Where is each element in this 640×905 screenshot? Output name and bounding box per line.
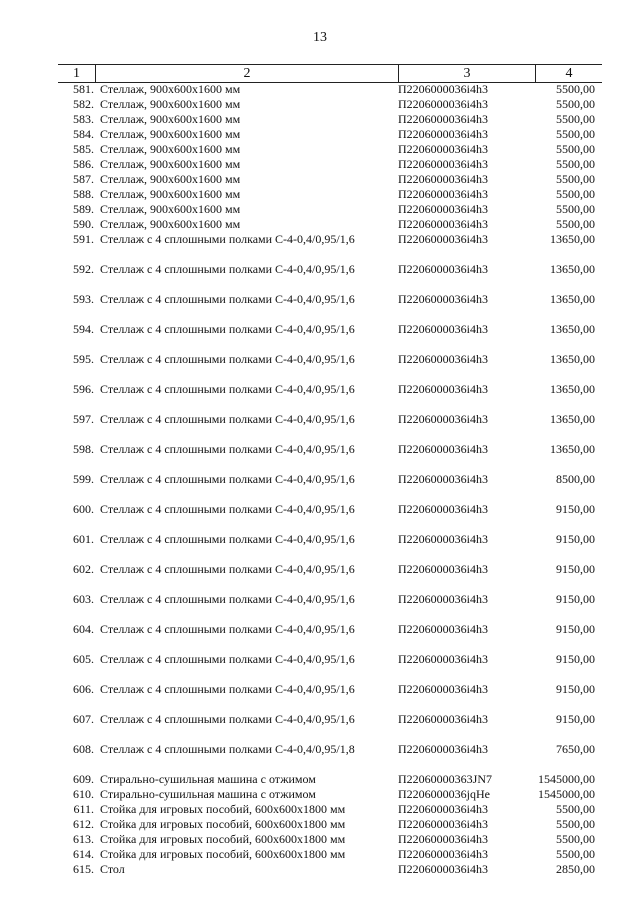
header-col-4: 4: [565, 66, 573, 81]
table-row: [0, 442, 640, 472]
table-row: [0, 832, 640, 847]
row-code: П2206000036i4h3: [398, 712, 488, 726]
row-code: П2206000036i4h3: [398, 412, 488, 426]
row-name: Стеллаж с 4 сплошными полками С-4-0,4/0,95/1,6: [100, 442, 355, 456]
row-name: Стеллаж, 900х600х1600 мм: [100, 202, 241, 216]
table-row: [0, 382, 640, 412]
row-price: 5500,00: [556, 817, 595, 831]
table-row: [0, 262, 640, 292]
row-name: Стеллаж с 4 сплошными полками С-4-0,4/0,95/1,6: [100, 652, 355, 666]
row-price: 5500,00: [556, 202, 595, 216]
row-code: П2206000036i4h3: [398, 532, 488, 546]
row-number: 601.: [73, 532, 94, 546]
row-code: П2206000036i4h3: [398, 112, 488, 126]
row-price: 13650,00: [550, 412, 595, 426]
row-number: 587.: [73, 172, 94, 186]
row-number: 605.: [73, 652, 94, 666]
row-code: П2206000036i4h3: [398, 652, 488, 666]
row-code: П2206000036i4h3: [398, 562, 488, 576]
row-price: 5500,00: [556, 82, 595, 96]
row-name: Стеллаж, 900х600х1600 мм: [100, 217, 241, 231]
table-row: [0, 97, 640, 112]
row-name: Стеллаж с 4 сплошными полками С-4-0,4/0,95/1,6: [100, 322, 355, 336]
row-code: П2206000036i4h3: [398, 82, 488, 96]
row-name: Стойка для игровых пособий, 600х600х1800 мм: [100, 832, 346, 846]
row-code: П2206000036i4h3: [398, 502, 488, 516]
table-row: [0, 112, 640, 127]
table-row: [0, 172, 640, 187]
row-name: Стеллаж с 4 сплошными полками С-4-0,4/0,95/1,8: [100, 742, 355, 756]
table-row: [0, 502, 640, 532]
row-name: Стирально-сушильная машина с отжимом: [100, 787, 316, 801]
row-price: 9150,00: [556, 562, 595, 576]
table-row: [0, 232, 640, 262]
table-row: [0, 472, 640, 502]
table-row: [0, 592, 640, 622]
row-number: 602.: [73, 562, 94, 576]
row-price: 13650,00: [550, 382, 595, 396]
row-number: 598.: [73, 442, 94, 456]
row-name: Стеллаж, 900х600х1600 мм: [100, 112, 241, 126]
row-price: 5500,00: [556, 97, 595, 111]
table-row: [0, 157, 640, 172]
row-code: П22060000363JN7: [398, 772, 493, 786]
table-row: [0, 562, 640, 592]
row-name: Стеллаж, 900х600х1600 мм: [100, 97, 241, 111]
row-price: 5500,00: [556, 187, 595, 201]
row-code: П2206000036i4h3: [398, 802, 488, 816]
row-number: 613.: [73, 832, 94, 846]
row-code: П2206000036i4h3: [398, 232, 488, 246]
table-row: [0, 682, 640, 712]
row-price: 5500,00: [556, 832, 595, 846]
row-number: 592.: [73, 262, 94, 276]
row-code: П2206000036jqHe: [398, 787, 490, 801]
table-row: [0, 352, 640, 382]
row-price: 8500,00: [556, 472, 595, 486]
row-number: 615.: [73, 862, 94, 876]
row-name: Стирально-сушильная машина с отжимом: [100, 772, 316, 786]
row-number: 612.: [73, 817, 94, 831]
row-code: П2206000036i4h3: [398, 172, 488, 186]
row-code: П2206000036i4h3: [398, 202, 488, 216]
table-header: [58, 64, 602, 83]
row-price: 7650,00: [556, 742, 595, 756]
row-number: 596.: [73, 382, 94, 396]
row-price: 5500,00: [556, 217, 595, 231]
row-code: П2206000036i4h3: [398, 352, 488, 366]
row-name: Стеллаж с 4 сплошными полками С-4-0,4/0,95/1,6: [100, 412, 355, 426]
table-row: [0, 217, 640, 232]
table-row: [0, 292, 640, 322]
row-name: Стойка для игровых пособий, 600х600х1800 мм: [100, 802, 346, 816]
row-price: 13650,00: [550, 352, 595, 366]
row-price: 9150,00: [556, 652, 595, 666]
row-price: 1545000,00: [538, 772, 595, 786]
row-number: 594.: [73, 322, 94, 336]
row-name: Стеллаж, 900х600х1600 мм: [100, 127, 241, 141]
row-code: П2206000036i4h3: [398, 382, 488, 396]
row-price: 5500,00: [556, 802, 595, 816]
table-row: [0, 142, 640, 157]
row-name: Стеллаж с 4 сплошными полками С-4-0,4/0,95/1,6: [100, 682, 355, 696]
row-number: 603.: [73, 592, 94, 606]
table-row: [0, 802, 640, 817]
row-name: Стеллаж с 4 сплошными полками С-4-0,4/0,95/1,6: [100, 352, 355, 366]
row-code: П2206000036i4h3: [398, 292, 488, 306]
table-row: [0, 127, 640, 142]
table-row: [0, 787, 640, 802]
row-number: 608.: [73, 742, 94, 756]
row-number: 589.: [73, 202, 94, 216]
row-number: 607.: [73, 712, 94, 726]
row-price: 13650,00: [550, 322, 595, 336]
page-number: 13: [313, 30, 327, 45]
row-code: П2206000036i4h3: [398, 187, 488, 201]
row-price: 9150,00: [556, 592, 595, 606]
row-price: 5500,00: [556, 112, 595, 126]
row-code: П2206000036i4h3: [398, 592, 488, 606]
row-price: 2850,00: [556, 862, 595, 876]
row-number: 586.: [73, 157, 94, 171]
row-name: Стеллаж с 4 сплошными полками С-4-0,4/0,95/1,6: [100, 622, 355, 636]
row-number: 584.: [73, 127, 94, 141]
row-name: Стеллаж с 4 сплошными полками С-4-0,4/0,95/1,6: [100, 292, 355, 306]
table-row: [0, 322, 640, 352]
row-price: 13650,00: [550, 262, 595, 276]
row-name: Стеллаж с 4 сплошными полками С-4-0,4/0,95/1,6: [100, 382, 355, 396]
row-number: 600.: [73, 502, 94, 516]
row-code: П2206000036i4h3: [398, 622, 488, 636]
row-price: 1545000,00: [538, 787, 595, 801]
row-name: Стеллаж, 900х600х1600 мм: [100, 187, 241, 201]
row-price: 13650,00: [550, 232, 595, 246]
row-code: П2206000036i4h3: [398, 127, 488, 141]
row-name: Стеллаж с 4 сплошными полками С-4-0,4/0,95/1,6: [100, 232, 355, 246]
row-name: Стеллаж с 4 сплошными полками С-4-0,4/0,95/1,6: [100, 262, 355, 276]
table-row: [0, 202, 640, 217]
row-number: 599.: [73, 472, 94, 486]
row-name: Стеллаж с 4 сплошными полками С-4-0,4/0,95/1,6: [100, 532, 355, 546]
row-name: Стеллаж с 4 сплошными полками С-4-0,4/0,95/1,6: [100, 712, 355, 726]
table-row: [0, 652, 640, 682]
row-name: Стеллаж, 900х600х1600 мм: [100, 157, 241, 171]
row-price: 5500,00: [556, 127, 595, 141]
row-number: 581.: [73, 82, 94, 96]
row-number: 604.: [73, 622, 94, 636]
table-row: [0, 622, 640, 652]
row-number: 614.: [73, 847, 94, 861]
row-number: 597.: [73, 412, 94, 426]
table-row: [0, 82, 640, 97]
row-name: Стеллаж, 900х600х1600 мм: [100, 142, 241, 156]
row-price: 13650,00: [550, 442, 595, 456]
table-row: [0, 532, 640, 562]
row-name: Стеллаж с 4 сплошными полками С-4-0,4/0,95/1,6: [100, 562, 355, 576]
table-row: [0, 742, 640, 772]
table-row: [0, 412, 640, 442]
row-code: П2206000036i4h3: [398, 322, 488, 336]
row-name: Стойка для игровых пособий, 600х600х1800 мм: [100, 817, 346, 831]
header-col-1: 1: [58, 65, 96, 82]
row-name: Стеллаж, 900х600х1600 мм: [100, 82, 241, 96]
table-body: [0, 82, 640, 877]
row-name: Стеллаж, 900х600х1600 мм: [100, 172, 241, 186]
row-price: 9150,00: [556, 682, 595, 696]
row-price: 5500,00: [556, 142, 595, 156]
row-number: 590.: [73, 217, 94, 231]
row-number: 583.: [73, 112, 94, 126]
row-price: 5500,00: [556, 172, 595, 186]
row-code: П2206000036i4h3: [398, 817, 488, 831]
row-price: 9150,00: [556, 622, 595, 636]
header-col-2: 2: [96, 65, 399, 82]
row-name: Стол: [100, 862, 125, 876]
row-number: 609.: [73, 772, 94, 786]
row-name: Стеллаж с 4 сплошными полками С-4-0,4/0,95/1,6: [100, 592, 355, 606]
row-price: 9150,00: [556, 712, 595, 726]
row-number: 588.: [73, 187, 94, 201]
row-code: П2206000036i4h3: [398, 217, 488, 231]
row-name: Стеллаж с 4 сплошными полками С-4-0,4/0,95/1,6: [100, 502, 355, 516]
row-number: 591.: [73, 232, 94, 246]
row-code: П2206000036i4h3: [398, 682, 488, 696]
row-number: 585.: [73, 142, 94, 156]
table-row: [0, 847, 640, 862]
row-price: 9150,00: [556, 502, 595, 516]
row-number: 582.: [73, 97, 94, 111]
row-price: 5500,00: [556, 847, 595, 861]
row-code: П2206000036i4h3: [398, 97, 488, 111]
row-code: П2206000036i4h3: [398, 142, 488, 156]
row-number: 610.: [73, 787, 94, 801]
row-code: П2206000036i4h3: [398, 742, 488, 756]
table-row: [0, 712, 640, 742]
row-code: П2206000036i4h3: [398, 442, 488, 456]
row-number: 611.: [73, 802, 94, 816]
row-price: 9150,00: [556, 532, 595, 546]
row-price: 13650,00: [550, 292, 595, 306]
row-code: П2206000036i4h3: [398, 262, 488, 276]
row-name: Стойка для игровых пособий, 600х600х1800 мм: [100, 847, 346, 861]
row-price: 5500,00: [556, 157, 595, 171]
table-row: [0, 817, 640, 832]
row-code: П2206000036i4h3: [398, 847, 488, 861]
table-row: [0, 772, 640, 787]
row-name: Стеллаж с 4 сплошными полками С-4-0,4/0,95/1,6: [100, 472, 355, 486]
row-number: 595.: [73, 352, 94, 366]
row-code: П2206000036i4h3: [398, 832, 488, 846]
row-number: 606.: [73, 682, 94, 696]
row-code: П2206000036i4h3: [398, 472, 488, 486]
table-row: [0, 187, 640, 202]
table-row: [0, 862, 640, 877]
row-number: 593.: [73, 292, 94, 306]
row-code: П2206000036i4h3: [398, 157, 488, 171]
row-code: П2206000036i4h3: [398, 862, 488, 876]
header-col-3: 3: [399, 65, 536, 82]
